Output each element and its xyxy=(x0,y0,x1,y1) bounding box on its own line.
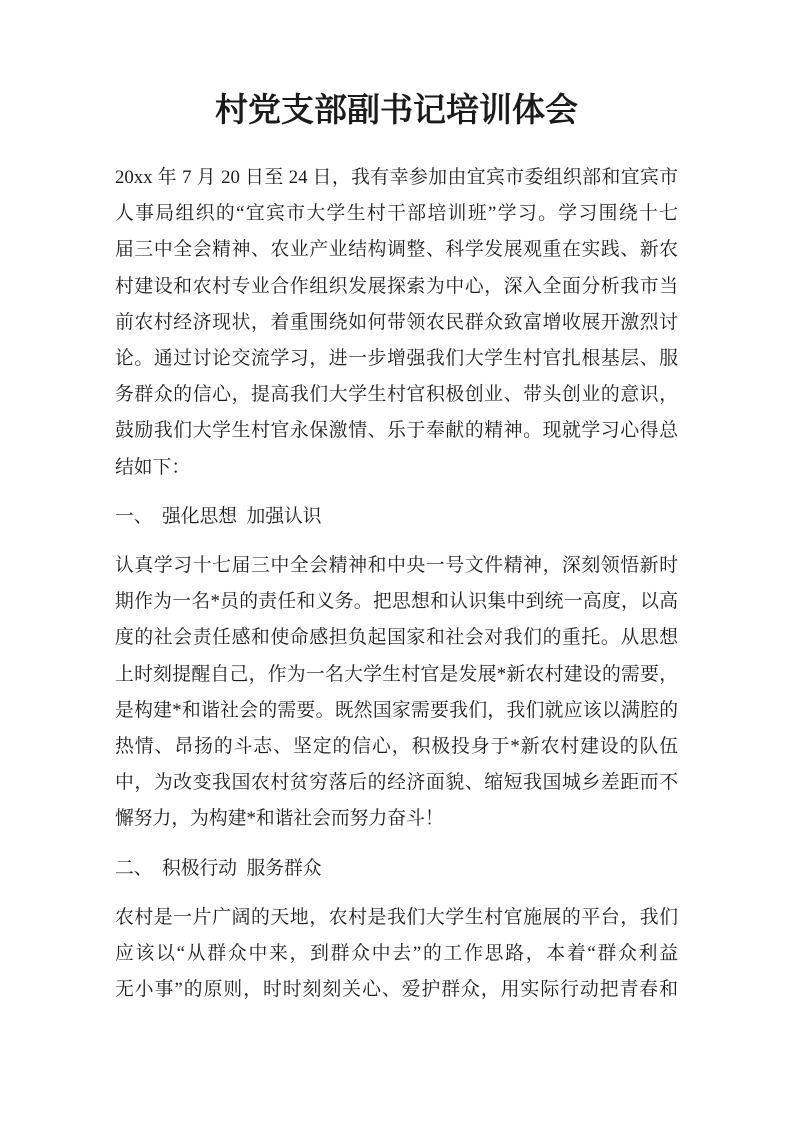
text-line: 论。通过讨论交流学习，进一步增强我们大学生村官扎根基层、服 xyxy=(115,348,678,370)
text-line: 上时刻提醒自己，作为一名大学生村官是发展*新农村建设的需要， xyxy=(115,663,678,685)
text-line: 村建设和农村专业合作组织发展探索为中心，深入全面分析我市当 xyxy=(115,275,678,297)
text-line: 20xx 年 7 月 20 日至 24 日，我有幸参加由宜宾市委组织部和宜宾市 xyxy=(115,167,678,188)
paragraph xyxy=(115,900,678,1009)
section-heading: 二、 积极行动 服务群众 xyxy=(115,857,322,879)
text-line: 热情、昂扬的斗志、坚定的信心，积极投身于*新农村建设的队伍 xyxy=(115,736,678,758)
text-line: 结如下： xyxy=(115,456,191,478)
text-line: 应该以“从群众中来，到群众中去”的工作思路，本着“群众利益 xyxy=(115,943,678,965)
document-title: 村党支部副书记培训体会 xyxy=(215,93,578,129)
text-line: 鼓励我们大学生村官永保激情、乐于奉献的精神。现就学习心得总 xyxy=(115,420,678,442)
text-line: 务群众的信心，提高我们大学生村官积极创业、带头创业的意识， xyxy=(115,384,678,406)
text-line: 农村是一片广阔的天地，农村是我们大学生村官施展的平台，我们 xyxy=(115,906,678,928)
text-line: 是构建*和谐社会的需要。既然国家需要我们，我们就应该以满腔的 xyxy=(115,699,678,721)
text-line: 懈努力，为构建*和谐社会而努力奋斗！ xyxy=(115,808,444,830)
text-line: 届三中全会精神、农业产业结构调整、科学发展观重在实践、新农 xyxy=(115,239,678,261)
text-line: 中，为改变我国农村贫穷落后的经济面貌、缩短我国城乡差距而不 xyxy=(115,772,678,794)
section-heading: 一、 强化思想 加强认识 xyxy=(115,505,322,527)
text-line: 无小事”的原则，时时刻刻关心、爱护群众，用实际行动把青春和 xyxy=(115,979,678,1001)
text-line: 期作为一名*员的责任和义务。把思想和认识集中到统一高度，以高 xyxy=(115,591,678,613)
document-body xyxy=(115,160,678,1008)
paragraph xyxy=(115,548,678,838)
paragraph xyxy=(115,160,678,486)
text-line: 前农村经济现状，着重围绕如何带领农民群众致富增收展开激烈讨 xyxy=(115,311,678,333)
text-line: 认真学习十七届三中全会精神和中央一号文件精神，深刻领悟新时 xyxy=(115,555,678,577)
text-line: 人事局组织的“宜宾市大学生村干部培训班”学习。学习围绕十七 xyxy=(115,203,678,225)
text-line: 度的社会责任感和使命感担负起国家和社会对我们的重托。从思想 xyxy=(115,627,678,649)
